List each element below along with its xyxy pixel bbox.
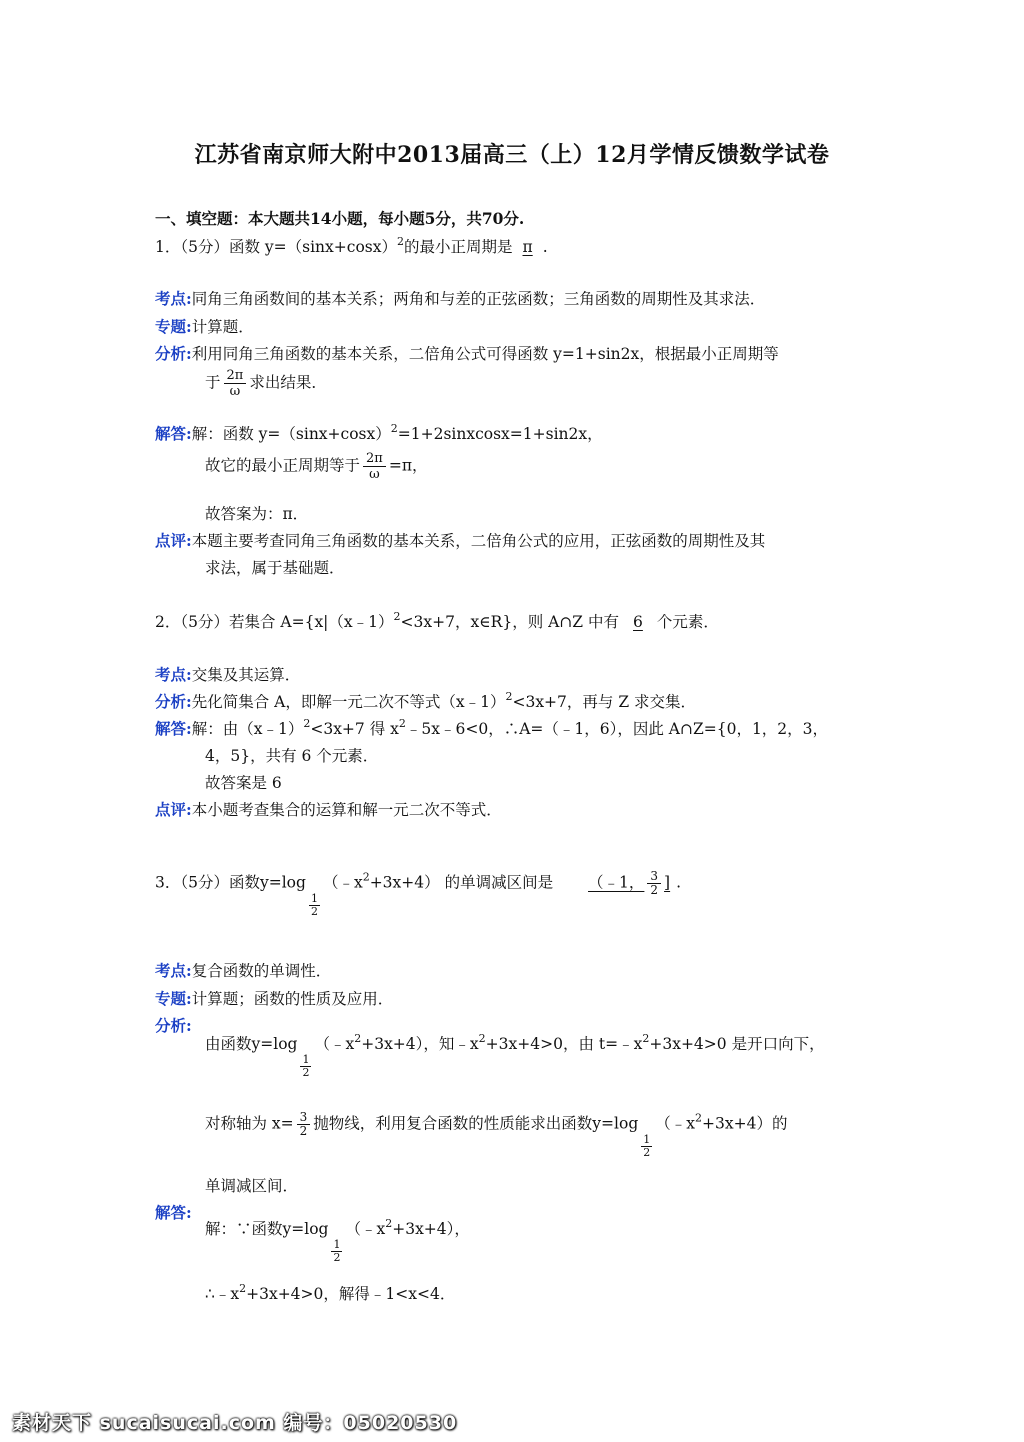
q3-jieda-2: $\therefore﹣x^2+3x+4>0$，解得﹣1<x<4．	[205, 1282, 456, 1303]
q1-kaodian: 考点:同角三角函数间的基本关系；两角和与差的正弦函数；三角函数的周期性及其求法．	[155, 289, 766, 308]
q2-stem: 2．（5分）若集合 A={x|（x﹣1）$^2$<3x+7，x∈R}，则 A∩Z 中有 6 个元素．	[155, 610, 719, 631]
q2-jieda-2: 4，5}，共有 6 个元素．	[205, 747, 379, 765]
q1-fenxi-1: 分析:利用同角三角函数的基本关系，二倍角公式可得函数 y=1+sin2x，根据最小正周期等	[155, 344, 779, 363]
q1-jieda-1: 解答:解：函数 $y=(\sin x+\cos x)^2=1+2sinxcosx=1+\sin 2x$，	[155, 422, 603, 443]
q1-zhuanti: 专题:计算题．	[155, 317, 254, 336]
q1-answer: π	[522, 238, 533, 256]
q1-stem: 1．（5分）函数 $y=(\sin x+\cos x)^2$的最小正周期是 π .	[155, 235, 548, 256]
q3-kaodian: 考点:复合函数的单调性．	[155, 961, 332, 980]
q1-dianping-1: 点评:本题主要考查同角三角函数的基本关系，二倍角公式的应用，正弦函数的周期性及其	[155, 531, 766, 550]
q1-jieda-3: 故答案为：π．	[205, 505, 309, 523]
q1-dianping-2: 求法，属于基础题．	[205, 559, 345, 577]
q3-stem: 3．（5分）函数y=log $\frac{1}{2}$ $(﹣x^2+3x+4)$ 的单调减区间是 （﹣1， $\frac{3}{2}$ ] .	[155, 869, 682, 918]
q3-jieda-label: 解答:	[155, 1203, 192, 1222]
q3-jieda-1: 解：∵函数y=log $\frac{1}{2}$ $(﹣x^2+3x+4)$，	[205, 1217, 470, 1264]
q2-answer: 6	[633, 613, 643, 631]
q3-fenxi-1: 由函数y=log $\frac{1}{2}$ $(﹣x^2+3x+4)$，知$﹣x^2+3x+4>0$，由 $t=﹣x^2+3x+4>0$ 是开口向下，	[205, 1032, 825, 1079]
q1-jieda-2: 故它的最小正周期等于 $\frac{2\pi}{\omega}$ =π，	[205, 451, 428, 482]
q2-kaodian: 考点:交集及其运算．	[155, 665, 301, 684]
q2-fenxi: 分析:先化简集合 A，即解一元二次不等式（x﹣1）$^2$<3x+7，再与 Z 求交集．	[155, 690, 697, 711]
section-heading: 一、填空题：本大题共14小题，每小题5分，共70分.	[155, 209, 525, 228]
watermark: 素材天下 sucaisucai.com 编号：05020530	[12, 1412, 458, 1434]
q1-fenxi-2: 于 $\frac{2\pi}{\omega}$ 求出结果．	[205, 368, 327, 399]
q3-fenxi-label: 分析:	[155, 1016, 192, 1035]
q3-fenxi-3: 单调减区间．	[205, 1177, 299, 1195]
q3-fenxi-2: 对称轴为 x= $\frac{3}{2}$ 抛物线，利用复合函数的性质能求出函数y=log $\frac{1}{2}$ $(﹣x^2+3x+4)$的	[205, 1110, 788, 1159]
q2-jieda-1: 解答:解：由（x﹣1）$^2$<3x+7 得 $x^2﹣5x﹣6<0$，∴A=（﹣1，6），因此 A∩Z={0，1，2，3，	[155, 717, 829, 738]
q2-dianping: 点评:本小题考查集合的运算和解一元二次不等式．	[155, 800, 502, 819]
page-title: 江苏省南京师大附中2013届高三（上）12月学情反馈数学试卷	[194, 142, 830, 168]
q3-zhuanti: 专题:计算题；函数的性质及应用．	[155, 989, 394, 1008]
q3-answer: （﹣1， $\frac{3}{2}$ ]	[588, 869, 671, 897]
q2-jieda-3: 故答案是 6	[205, 774, 282, 792]
